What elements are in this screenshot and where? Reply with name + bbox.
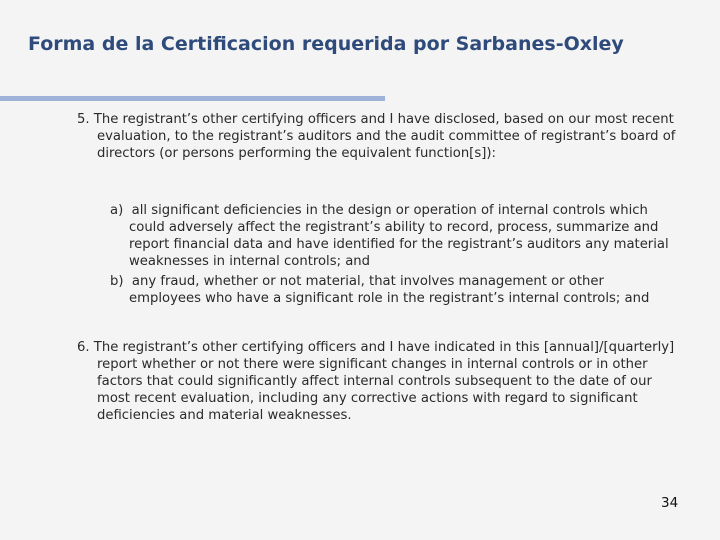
sub-item-a-text: all significant deficiencies in the design or operation of internal controls which could adversely affect the registrant’s ability to record, process, summarize and report financial data and have identified for the registrant’s auditors any material weaknesses in internal controls; and [129, 203, 669, 269]
title-underline-bar [0, 96, 385, 101]
sub-item-b-label: b) [110, 274, 124, 289]
page-number: 34 [661, 495, 679, 511]
sub-item-a [110, 202, 670, 270]
sub-item-a-label: a) [110, 203, 124, 218]
slide-title: Forma de la Certificacion requerida por Sarbanes-Oxley [28, 33, 624, 55]
sub-item-b-text: any fraud, whether or not material, that involves management or other employees who have a significant role in the registrant’s internal controls; and [129, 274, 650, 306]
sub-item-b [110, 273, 670, 307]
list-item-5 [77, 111, 677, 162]
list-item-6-number: 6. [77, 340, 90, 355]
list-item-5-number: 5. [77, 112, 90, 127]
list-item-6-text: The registrant’s other certifying officers and I have indicated in this [annual]/[quarterly] report whether or not there were significant changes in internal controls or in other factors that could significantly affect internal controls subsequent to the date of our most recent evaluation, including any corrective actions with regard to significant deficiencies and material weaknesses. [93, 340, 675, 423]
sub-item-b-paragraph [110, 273, 670, 307]
list-item-5-text: The registrant’s other certifying officers and I have disclosed, based on our most recent evaluation, to the registrant’s auditors and the audit committee of registrant’s board of directors (or persons performing the equivalent function[s]): [93, 112, 676, 161]
list-item-5-paragraph [77, 111, 677, 162]
sub-item-a-paragraph [110, 202, 670, 270]
list-item-6 [77, 339, 677, 424]
list-item-6-paragraph [77, 339, 677, 424]
